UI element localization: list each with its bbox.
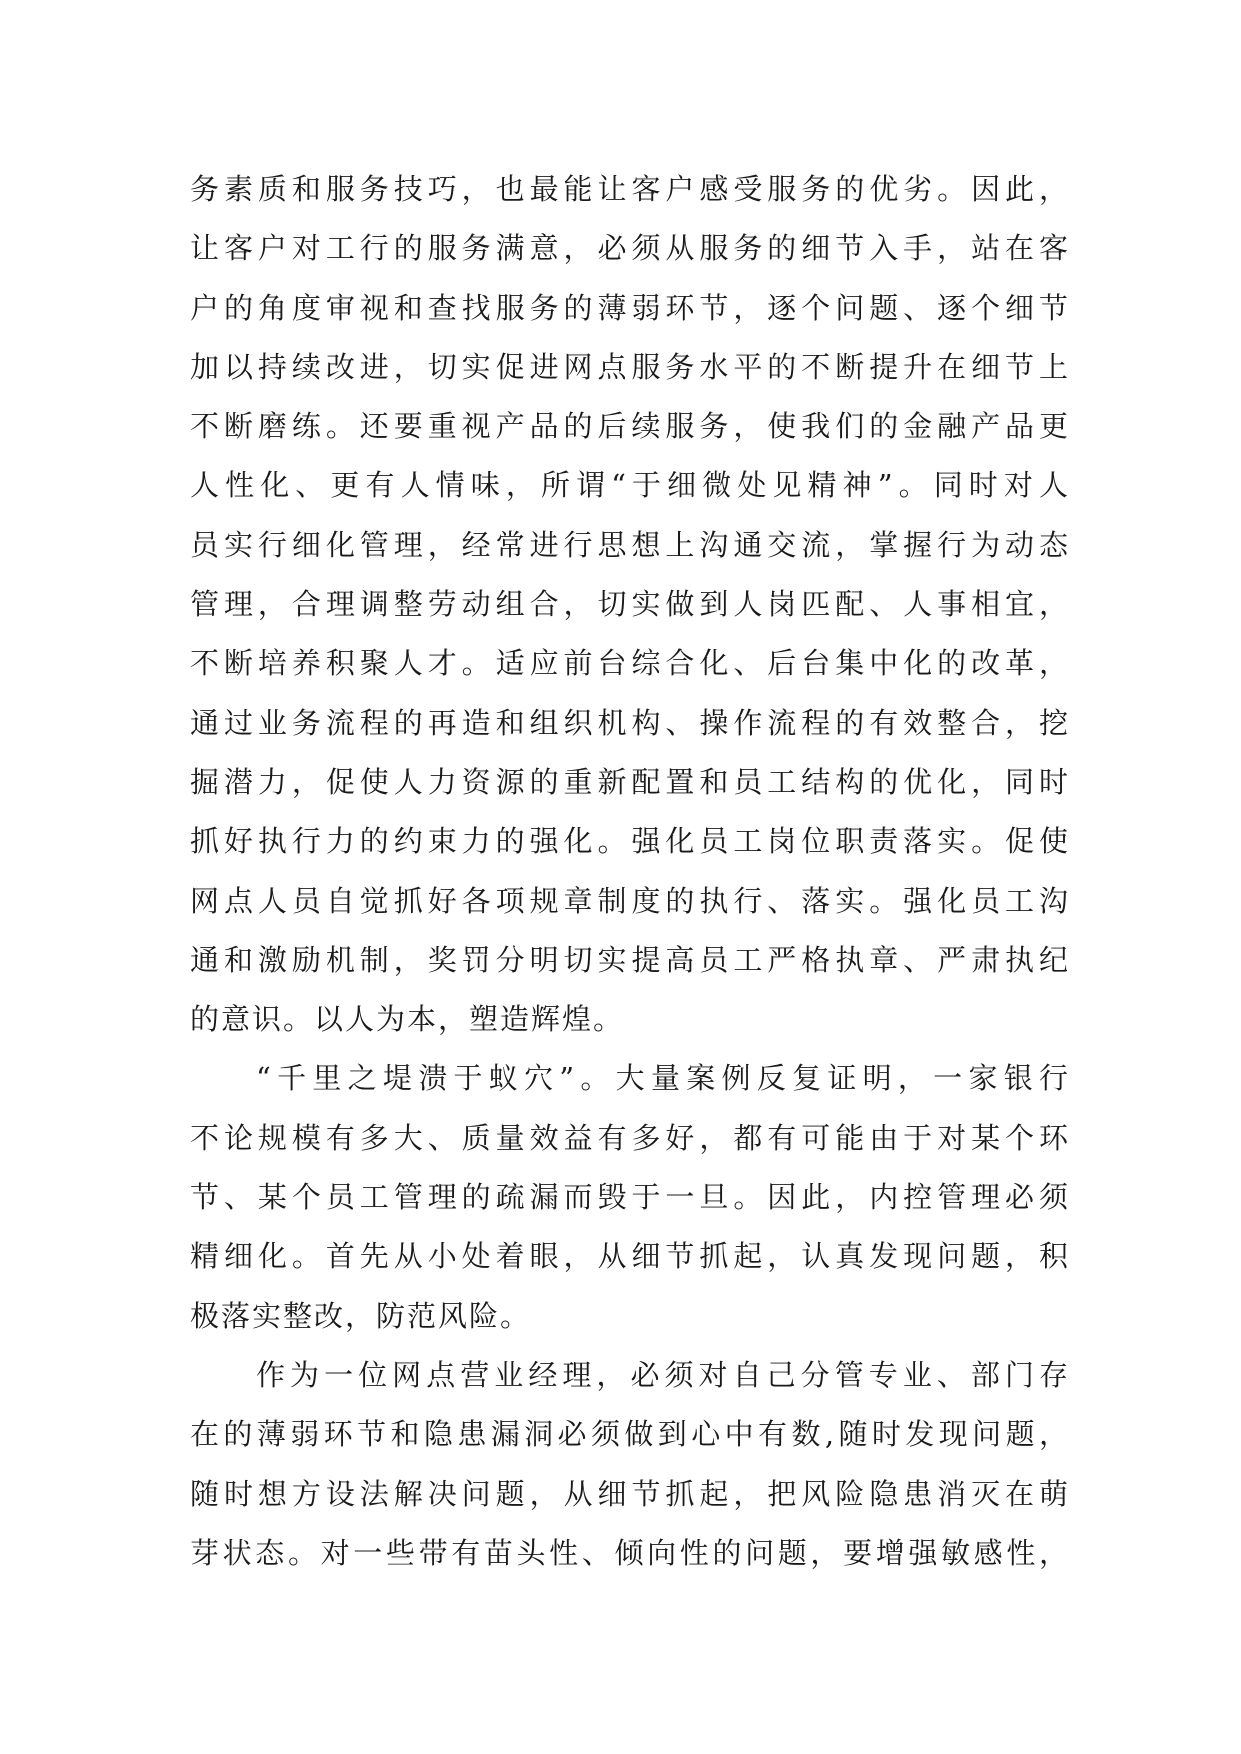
- paragraph-1: [190, 160, 1070, 1049]
- paragraph-3: [190, 1346, 1070, 1583]
- text-line: 极落实整改，防范风险。: [190, 1298, 532, 1333]
- text-line: 作为一位网点营业经理，必须对自己分管专业、部门存: [256, 1357, 1070, 1392]
- text-line: 加以持续改进，切实促进网点服务水平的不断提升在细节上: [190, 349, 1070, 384]
- paragraph-2: [190, 1049, 1070, 1345]
- text-line: 在的薄弱环节和隐患漏洞必须做到心中有数,随时发现问题，: [190, 1417, 1070, 1452]
- text-line: 芽状态。对一些带有苗头性、倾向性的问题，要增强敏感性，: [190, 1535, 1070, 1570]
- text-line: 人性化、更有人情味，所谓“于细微处见精神”。同时对人: [190, 468, 1070, 503]
- text-line: 精细化。首先从小处着眼，从细节抓起，认真发现问题，积: [190, 1239, 1070, 1274]
- text-line: 户的角度审视和查找服务的薄弱环节，逐个问题、逐个细节: [190, 290, 1070, 325]
- text-line: 不断培养积聚人才。适应前台综合化、后台集中化的改革，: [190, 646, 1070, 681]
- text-line: 随时想方设法解决问题，从细节抓起，把风险隐患消灭在萌: [190, 1476, 1070, 1511]
- text-line: 网点人员自觉抓好各项规章制度的执行、落实。强化员工沟: [190, 883, 1070, 918]
- text-line: 不断磨练。还要重视产品的后续服务，使我们的金融产品更: [190, 409, 1070, 444]
- text-line: 通过业务流程的再造和组织机构、操作流程的有效整合，挖: [190, 705, 1070, 740]
- text-line: 抓好执行力的约束力的强化。强化员工岗位职责落实。促使: [190, 824, 1070, 859]
- text-line: 掘潜力，促使人力资源的重新配置和员工结构的优化，同时: [190, 764, 1070, 799]
- body-text: [190, 160, 1070, 1583]
- text-line: 的意识。以人为本，塑造辉煌。: [190, 1002, 625, 1037]
- text-line: 节、某个员工管理的疏漏而毁于一旦。因此，内控管理必须: [190, 1180, 1070, 1215]
- text-line: 管理，合理调整劳动组合，切实做到人岗匹配、人事相宜，: [190, 587, 1070, 622]
- text-line: 不论规模有多大、质量效益有多好，都有可能由于对某个环: [190, 1120, 1070, 1155]
- text-line: 员实行细化管理，经常进行思想上沟通交流，掌握行为动态: [190, 527, 1070, 562]
- text-line: 让客户对工行的服务满意，必须从服务的细节入手，站在客: [190, 231, 1070, 266]
- text-line: 通和激励机制，奖罚分明切实提高员工严格执章、严肃执纪: [190, 942, 1070, 977]
- text-line: “千里之堤溃于蚁穴”。大量案例反复证明，一家银行: [256, 1061, 1070, 1096]
- text-line: 务素质和服务技巧，也最能让客户感受服务的优劣。因此，: [190, 172, 1070, 206]
